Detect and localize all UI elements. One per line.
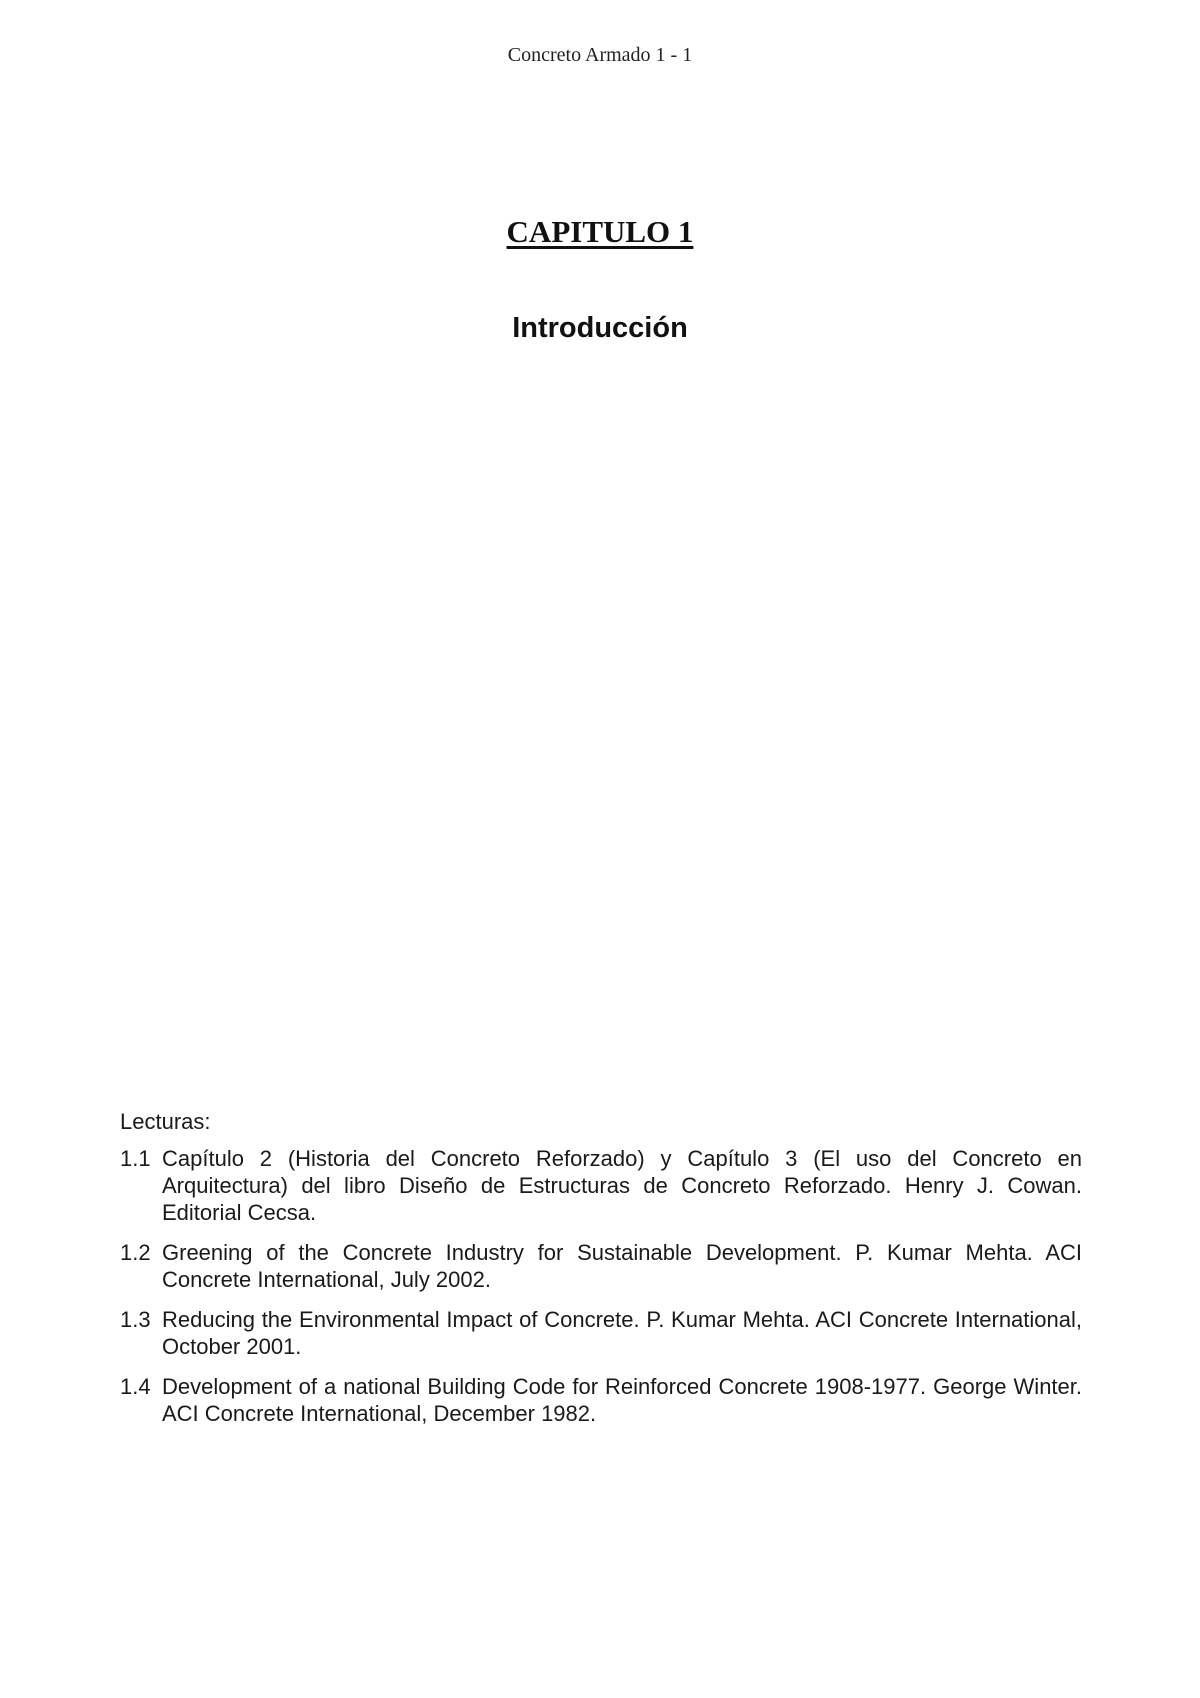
readings-label: Lecturas: xyxy=(120,1109,211,1134)
reading-text: Development of a national Building Code for Reinforced Concrete 1908-1977. George Winter. ACI Concrete International, December 1982. xyxy=(162,1374,1082,1426)
chapter-title: CAPITULO 1 xyxy=(506,214,694,249)
reading-item xyxy=(120,1306,1082,1360)
readings-section xyxy=(120,1108,1082,1440)
running-header: Concreto Armado 1 - 1 xyxy=(507,44,693,66)
reading-number: 1.1 xyxy=(120,1146,151,1171)
reading-number: 1.2 xyxy=(120,1240,151,1265)
reading-text: Reducing the Environmental Impact of Concrete. P. Kumar Mehta. ACI Concrete International, October 2001. xyxy=(162,1307,1082,1359)
reading-item xyxy=(120,1239,1082,1293)
reading-text: Capítulo 2 (Historia del Concreto Reforzado) y Capítulo 3 (El uso del Concreto en Arquitectura) del libro Diseño de Estructuras de Concreto Reforzado. Henry J. Cowan. Editorial Cecsa. xyxy=(162,1146,1082,1225)
chapter-subtitle: Introducción xyxy=(512,312,688,344)
reading-number: 1.4 xyxy=(120,1374,151,1399)
reading-item xyxy=(120,1145,1082,1226)
reading-text: Greening of the Concrete Industry for Sustainable Development. P. Kumar Mehta. ACI Concrete International, July 2002. xyxy=(162,1240,1082,1292)
reading-item xyxy=(120,1373,1082,1427)
reading-number: 1.3 xyxy=(120,1307,151,1332)
